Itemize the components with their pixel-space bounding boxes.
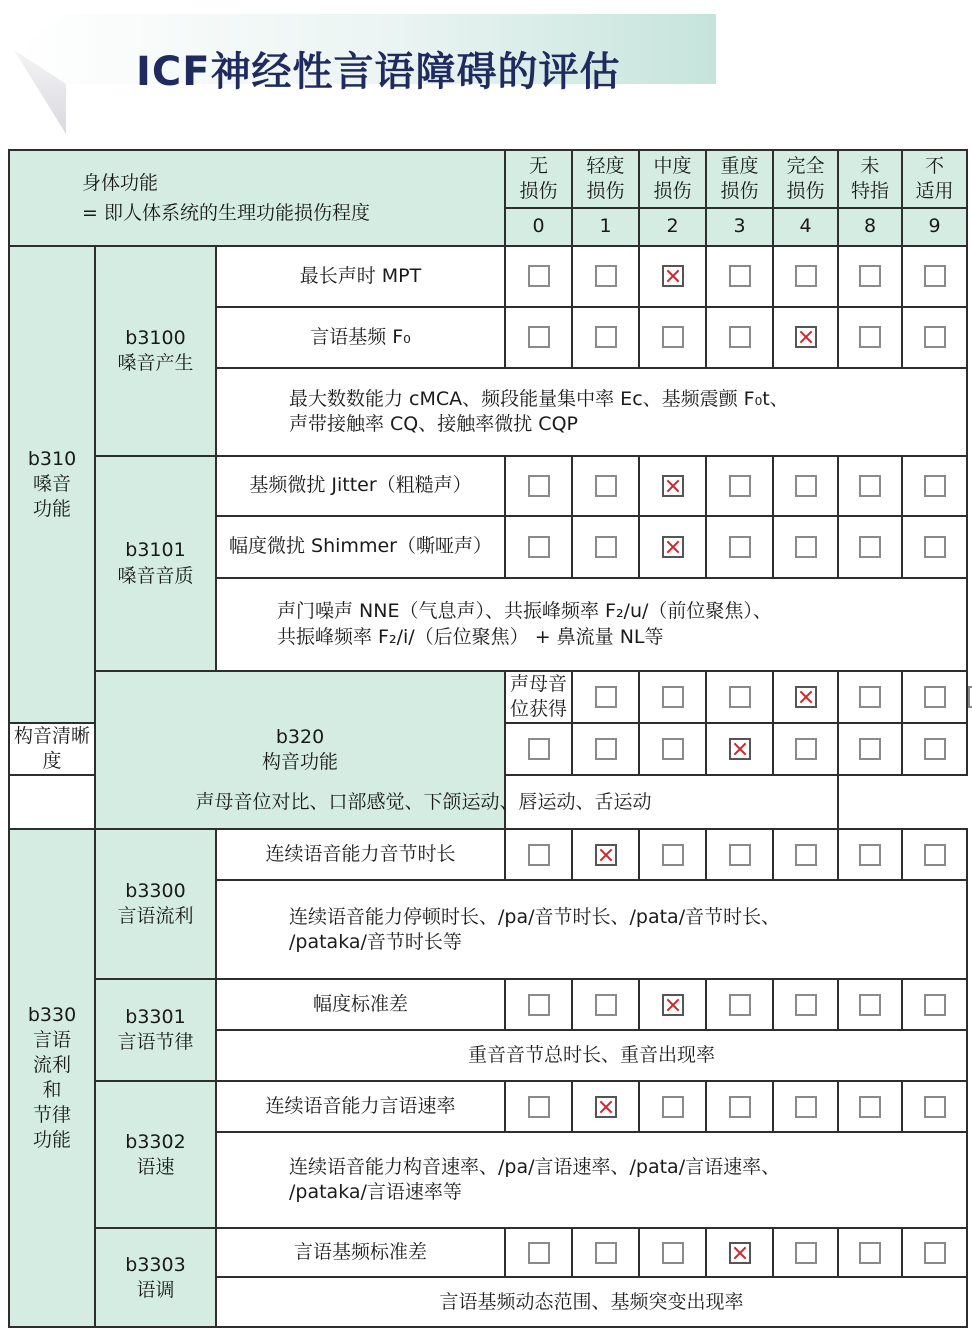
subgroup-code: b3300 [125,880,186,903]
subgroup-code: b3101 [125,539,186,562]
checkbox[interactable] [859,738,881,760]
subgroup-code: b3301 [125,1006,186,1029]
rating-cell [838,516,902,578]
group-name: 功能 [32,1129,71,1152]
level-label: 损伤 [519,180,558,202]
checkbox[interactable] [528,265,550,287]
level-label: 完全 [786,154,825,177]
checkbox[interactable] [662,738,684,760]
rating-cell [706,723,773,775]
level-header-1 [572,150,639,208]
item-label: 幅度标准差 [216,979,505,1030]
rating-cell [773,829,838,880]
rating-cell [706,979,773,1030]
rating-cell [505,979,572,1030]
table-row [9,671,967,723]
rating-cell [572,829,639,880]
subgroup-b3100 [95,246,216,456]
level-number: 9 [902,208,967,246]
level-header-2 [639,150,706,208]
rating-cell [706,1228,773,1277]
group-name: 功能 [32,498,71,521]
rating-cell [572,723,639,775]
checkbox[interactable] [729,265,751,287]
rating-cell [902,516,967,578]
checkbox[interactable] [924,326,946,348]
subgroup-code: b3100 [125,326,186,349]
item-label: 连续语音能力言语速率 [216,1081,505,1132]
level-label: 未 [860,154,880,177]
group-name: 和 [42,1079,62,1102]
rating-cell [572,307,639,368]
subgroup-code: b3303 [125,1253,186,1276]
checkbox[interactable] [528,994,550,1016]
checkbox[interactable] [595,686,617,708]
description-line: 连续语音能力停顿时长、/pa/音节时长、/pata/音节时长、 [289,905,781,928]
level-number: 1 [572,208,639,246]
checkbox[interactable] [795,994,817,1016]
checkbox[interactable] [729,475,751,497]
level-number: 2 [639,208,706,246]
rating-cell [838,1228,902,1277]
rating-cell [902,979,967,1030]
title-banner [10,14,716,134]
subgroup-name: 嗓音产生 [117,352,194,374]
checkbox[interactable] [924,1242,946,1264]
description-text [216,368,967,456]
checkbox[interactable] [595,265,617,287]
checkbox[interactable] [662,326,684,348]
subgroup-b3301 [95,979,216,1081]
level-number: 3 [706,208,773,246]
item-label: 连续语音能力音节时长 [216,829,505,880]
rating-cell [773,516,838,578]
checkbox[interactable] [729,994,751,1016]
level-label: 损伤 [586,180,625,202]
checkbox[interactable] [528,1242,550,1264]
rating-cell [706,829,773,880]
description-text: 声母音位对比、口部感觉、下颌运动、唇运动、舌运动 [9,775,838,829]
item-label: 幅度微扰 Shimmer（嘶哑声） [216,516,505,578]
rating-cell [902,723,967,775]
level-header-8 [838,150,902,208]
rating-cell [505,723,572,775]
rating-cell [902,671,967,723]
header-body-function [9,150,505,246]
page-title: ICF神经性言语障碍的评估 [136,49,621,95]
description-line: 声带接触率 CQ、接触率微扰 CQP [289,413,578,435]
checkbox-checked[interactable] [595,844,617,866]
description-line: /pataka/言语速率等 [289,1181,462,1204]
table-row [9,246,967,307]
checkbox[interactable] [662,686,684,708]
subgroup-b3302 [95,1081,216,1228]
group-name: 构音功能 [261,751,338,774]
checkbox[interactable] [528,326,550,348]
rating-cell [838,723,902,775]
level-label: 无 [528,154,548,177]
checkbox[interactable] [795,844,817,866]
checkbox[interactable] [595,994,617,1016]
subgroup-b3101 [95,456,216,671]
checkbox[interactable] [795,475,817,497]
checkbox[interactable] [924,738,946,760]
rating-cell [773,246,838,307]
rating-cell [706,671,773,723]
rating-cell [639,1228,706,1277]
rating-cell [773,979,838,1030]
checkbox[interactable] [859,1096,881,1118]
checkbox[interactable] [924,265,946,287]
description-line: 声门噪声 NNE（气息声）、共振峰频率 F₂/u/（前位聚焦）、 [277,600,772,623]
level-header-0 [505,150,572,208]
checkbox[interactable] [859,686,881,708]
rating-cell [838,979,902,1030]
checkbox-checked[interactable] [795,326,817,348]
rating-cell [505,246,572,307]
rating-cell [902,456,967,516]
rating-cell [773,456,838,516]
item-label: 言语基频标准差 [216,1228,505,1277]
checkbox[interactable] [795,265,817,287]
rating-cell [838,671,902,723]
rating-cell [838,307,902,368]
rating-cell [505,307,572,368]
description-line: 最大数数能力 cMCA、频段能量集中率 Ec、基频震颤 F₀t、 [289,387,789,410]
checkbox[interactable] [595,536,617,558]
rating-cell [639,671,706,723]
header-title: 身体功能 [82,171,159,194]
group-code: b330 [27,1004,77,1027]
group-name: 节律 [32,1104,71,1127]
description-line: 连续语音能力构音速率、/pa/言语速率、/pata/言语速率、 [289,1156,781,1179]
checkbox[interactable] [924,475,946,497]
item-label: 声母音位获得 [505,671,572,723]
rating-cell [706,516,773,578]
checkbox[interactable] [795,1242,817,1264]
level-label: 重度 [720,154,759,177]
checkbox[interactable] [859,536,881,558]
subgroup-name: 言语节律 [117,1031,194,1054]
level-number: 4 [773,208,838,246]
rating-cell [505,1228,572,1277]
level-label: 特指 [850,180,889,202]
checkbox[interactable] [662,1242,684,1264]
description-text [216,578,967,671]
group-b330 [9,829,95,1327]
table-row [9,1081,967,1132]
level-header-3 [706,150,773,208]
item-label: 构音清晰度 [9,723,95,775]
table-row [9,1228,967,1277]
checkbox[interactable] [729,844,751,866]
rating-cell [572,456,639,516]
rating-cell [572,671,639,723]
level-number: 0 [505,208,572,246]
rating-cell [773,1081,838,1132]
rating-cell [572,979,639,1030]
rating-cell [902,1228,967,1277]
checkbox-checked[interactable] [662,475,684,497]
level-header-9 [902,150,967,208]
rating-cell [838,246,902,307]
rating-cell [706,1081,773,1132]
level-label: 轻度 [586,154,625,177]
checkbox-checked[interactable] [595,1096,617,1118]
checkbox-checked[interactable] [662,994,684,1016]
rating-cell [773,1228,838,1277]
level-label: 中度 [653,154,692,177]
checkbox-checked[interactable] [729,738,751,760]
group-name: 言语 [32,1029,71,1052]
rating-cell [639,456,706,516]
rating-cell [572,1228,639,1277]
checkbox[interactable] [729,686,751,708]
checkbox[interactable] [924,994,946,1016]
checkbox[interactable] [662,1096,684,1118]
table-row [9,829,967,880]
rating-cell [706,307,773,368]
description-text: 重音音节总时长、重音出现率 [216,1030,967,1081]
checkbox[interactable] [729,536,751,558]
rating-cell [639,1081,706,1132]
checkbox[interactable] [859,326,881,348]
description-text [216,1132,967,1228]
rating-cell [505,516,572,578]
checkbox[interactable] [528,844,550,866]
checkbox[interactable] [859,844,881,866]
checkbox[interactable] [859,475,881,497]
group-b310 [9,246,95,723]
checkbox[interactable] [859,265,881,287]
checkbox-checked[interactable] [662,536,684,558]
checkbox[interactable] [859,1242,881,1264]
group-name: 流利 [32,1054,71,1077]
checkbox[interactable] [859,994,881,1016]
rating-cell [902,829,967,880]
checkbox[interactable] [595,475,617,497]
subgroup-code: b3302 [125,1130,186,1153]
subgroup-name: 嗓音音质 [117,564,194,587]
group-code: b310 [27,447,77,470]
subgroup-name: 语速 [136,1155,175,1178]
rating-cell [639,307,706,368]
checkbox[interactable] [968,686,972,708]
level-label: 损伤 [786,180,825,202]
checkbox[interactable] [795,536,817,558]
checkbox[interactable] [795,738,817,760]
rating-cell [773,671,838,723]
rating-cell [902,1081,967,1132]
description-row [9,775,967,829]
rating-cell [706,456,773,516]
rating-cell [639,246,706,307]
checkbox[interactable] [924,686,946,708]
item-label: 言语基频 F₀ [216,307,505,368]
rating-cell [639,979,706,1030]
checkbox[interactable] [595,1242,617,1264]
icf-assessment-table [8,149,968,1328]
subgroup-name: 语调 [136,1278,175,1301]
rating-cell [505,456,572,516]
rating-cell [572,246,639,307]
rating-cell [902,246,967,307]
rating-cell [505,829,572,880]
group-code: b320 [275,726,325,749]
description-text [216,880,967,979]
description-line: /pataka/音节时长等 [289,930,462,953]
checkbox[interactable] [528,738,550,760]
item-label: 基频微扰 Jitter（粗糙声） [216,456,505,516]
item-label: 最长声时 MPT [216,246,505,307]
level-label: 损伤 [720,180,759,202]
rating-cell [902,307,967,368]
table-row [9,456,967,516]
subgroup-b3300 [95,829,216,979]
checkbox[interactable] [924,844,946,866]
level-label: 损伤 [653,180,692,202]
checkbox[interactable] [924,1096,946,1118]
level-label: 适用 [915,180,954,202]
checkbox[interactable] [595,738,617,760]
checkbox[interactable] [528,1096,550,1118]
description-text: 言语基频动态范围、基频突变出现率 [216,1277,967,1327]
checkbox[interactable] [595,326,617,348]
rating-cell [838,456,902,516]
rating-cell [639,829,706,880]
subgroup-b3303 [95,1228,216,1327]
checkbox-checked[interactable] [729,1242,751,1264]
checkbox-checked[interactable] [795,686,817,708]
group-name: 嗓音 [32,473,71,496]
checkbox[interactable] [924,536,946,558]
subgroup-name: 言语流利 [117,905,194,928]
checkbox[interactable] [729,1096,751,1118]
checkbox[interactable] [729,326,751,348]
rating-cell [639,516,706,578]
rating-cell [838,1081,902,1132]
rating-cell [773,307,838,368]
checkbox[interactable] [528,536,550,558]
rating-cell [572,1081,639,1132]
header-subtitle: = 即人体系统的生理功能损伤程度 [82,202,370,224]
rating-cell [773,723,838,775]
table-row [9,979,967,1030]
checkbox[interactable] [662,844,684,866]
checkbox[interactable] [528,475,550,497]
rating-cell [572,516,639,578]
level-number: 8 [838,208,902,246]
description-line: 共振峰频率 F₂/i/（后位聚焦） + 鼻流量 NL等 [277,625,664,648]
rating-cell [505,1081,572,1132]
checkbox-checked[interactable] [662,265,684,287]
rating-cell [706,246,773,307]
rating-cell [838,829,902,880]
rating-cell [639,723,706,775]
level-label: 不 [924,154,944,177]
checkbox[interactable] [795,1096,817,1118]
level-header-4 [773,150,838,208]
